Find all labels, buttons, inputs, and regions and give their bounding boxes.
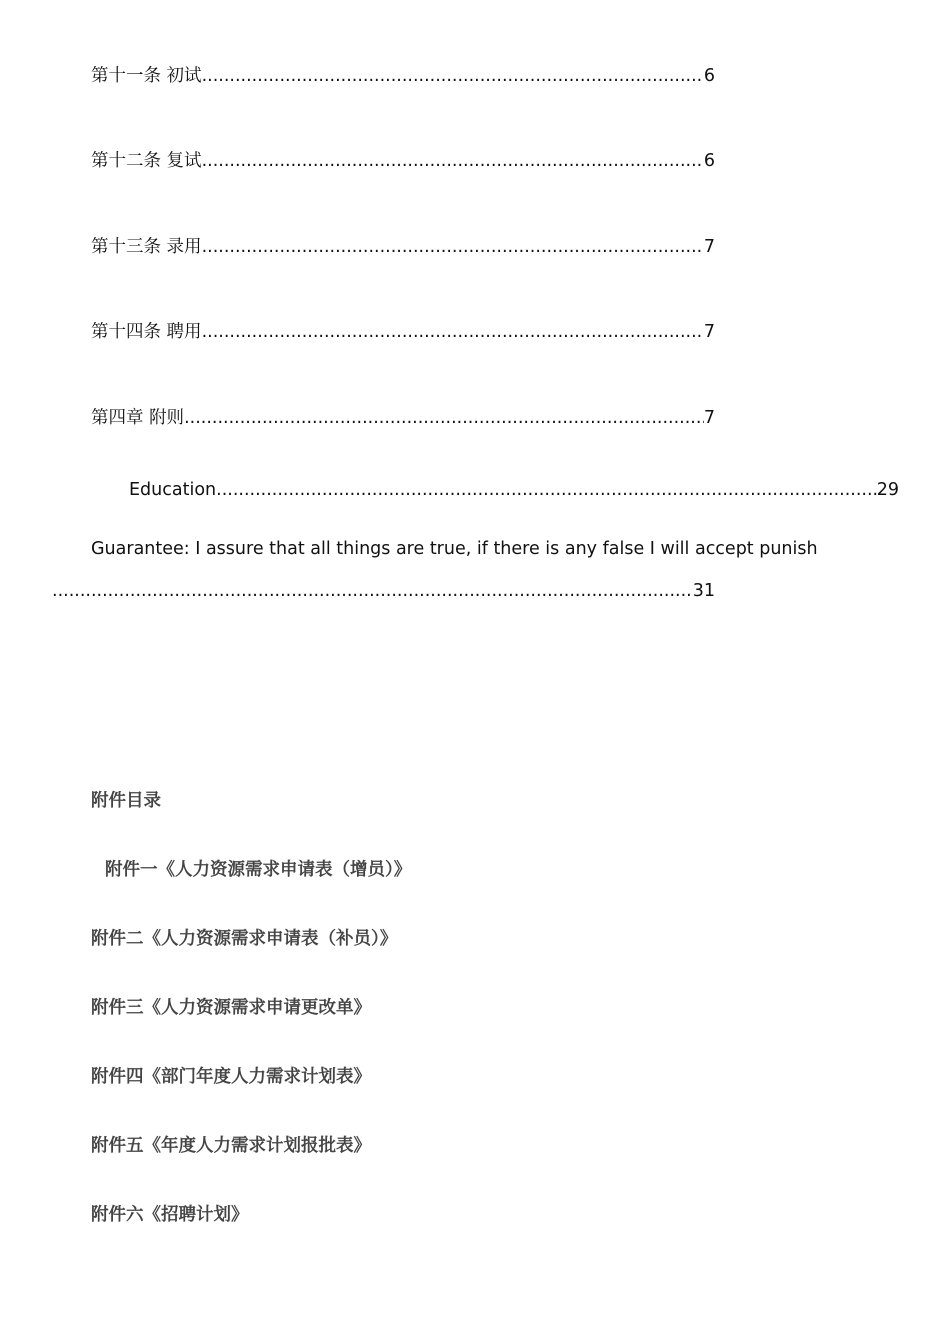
dot-leader xyxy=(52,579,693,603)
dot-leader xyxy=(184,406,704,430)
toc-entry[interactable] xyxy=(91,235,715,259)
dot-leader xyxy=(216,478,877,502)
toc-entry[interactable] xyxy=(91,64,715,88)
dot-leader xyxy=(202,64,704,88)
appendix-item: 附件六《招聘计划》 xyxy=(91,1205,249,1225)
dot-leader xyxy=(202,149,704,173)
toc-entry-education[interactable] xyxy=(129,478,899,502)
appendix-heading: 附件目录 xyxy=(91,791,161,811)
toc-entry[interactable] xyxy=(91,320,715,344)
toc-entry-guarantee-leader-line[interactable] xyxy=(52,579,715,603)
toc-entry-page: 7 xyxy=(703,408,715,428)
toc-entry-title: 第十三条 录用 xyxy=(91,237,202,257)
toc-entry-title: 第十一条 初试 xyxy=(91,66,202,86)
toc-entry-title: 第四章 附则 xyxy=(91,408,185,428)
toc-entry[interactable] xyxy=(91,406,715,430)
toc-entry-title: Education xyxy=(129,480,217,500)
toc-entry-page: 6 xyxy=(703,151,715,171)
toc-entry-title: 第十四条 聘用 xyxy=(91,322,202,342)
toc-entry-page: 6 xyxy=(703,66,715,86)
toc-entry[interactable] xyxy=(91,149,715,173)
appendix-item: 附件五《年度人力需求计划报批表》 xyxy=(91,1136,371,1156)
toc-entry-guarantee-title[interactable]: Guarantee: I assure that all things are true, if there is any false I will accept punish xyxy=(91,539,818,559)
toc-entry-page: 29 xyxy=(876,480,899,500)
toc-entry-page: 7 xyxy=(703,237,715,257)
toc-entry-page: 31 xyxy=(692,581,715,601)
appendix-item: 附件四《部门年度人力需求计划表》 xyxy=(91,1067,371,1087)
toc-entry-title: 第十二条 复试 xyxy=(91,151,202,171)
appendix-item: 附件一《人力资源需求申请表（增员）》 xyxy=(105,860,412,880)
toc-entry-page: 7 xyxy=(703,322,715,342)
dot-leader xyxy=(202,320,704,344)
appendix-item: 附件三《人力资源需求申请更改单》 xyxy=(91,998,371,1018)
appendix-item: 附件二《人力资源需求申请表（补员）》 xyxy=(91,929,398,949)
dot-leader xyxy=(202,235,704,259)
